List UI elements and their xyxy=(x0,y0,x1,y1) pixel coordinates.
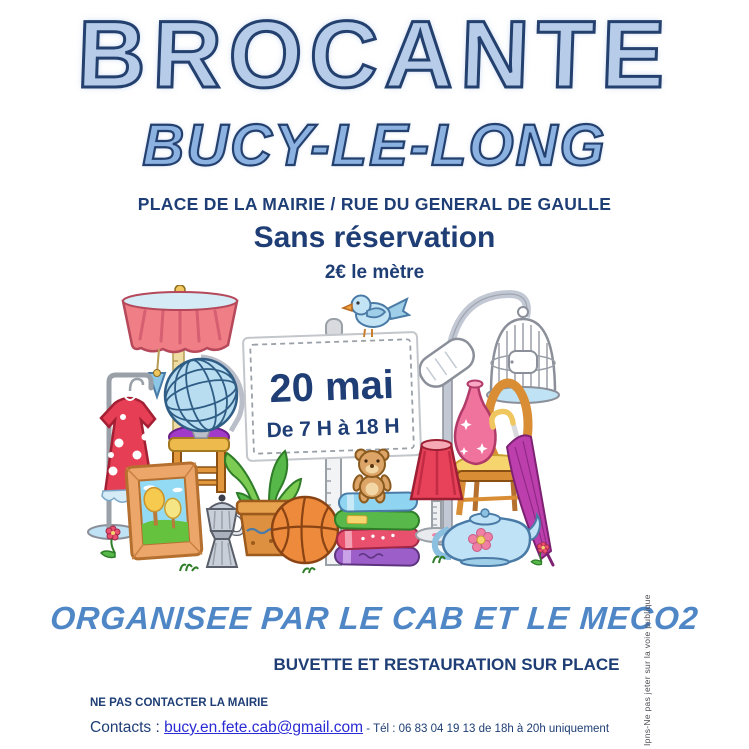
poster-title: BROCANTE xyxy=(75,2,674,108)
globe-icon xyxy=(157,351,245,439)
sign-date: 20 mai xyxy=(268,362,395,412)
flea-market-illustration xyxy=(85,285,665,615)
bird-icon xyxy=(343,296,409,338)
contacts-line xyxy=(90,719,609,737)
contacts-label: Contacts : xyxy=(90,719,165,736)
no-reservation-line: Sans réservation xyxy=(253,221,496,254)
organizer-line: ORGANISEE PAR LE CAB ET LE MECO2 xyxy=(49,600,700,636)
contact-email-link[interactable]: bucy.en.fete.cab@gmail.com xyxy=(164,719,364,736)
basketball-icon xyxy=(272,497,338,563)
sign-hours: De 7 H à 18 H xyxy=(266,414,401,443)
catering-line: BUVETTE ET RESTAURATION SUR PLACE xyxy=(273,655,620,674)
book-stack-icon xyxy=(335,492,419,565)
side-note-vertical: Ipns-Ne pas jeter sur la voie publique xyxy=(642,594,652,746)
price-line: 2€ le mètre xyxy=(324,262,425,283)
location-line: PLACE DE LA MAIRIE / RUE DU GENERAL DE GAULLE xyxy=(137,194,612,214)
poster-city: BUCY-LE-LONG xyxy=(142,113,607,178)
picture-frame-icon xyxy=(126,463,202,560)
warning-line: NE PAS CONTACTER LA MAIRIE xyxy=(90,697,269,709)
contact-phone: - Tél : 06 83 04 19 13 de 18h à 20h uniquement xyxy=(363,723,610,735)
